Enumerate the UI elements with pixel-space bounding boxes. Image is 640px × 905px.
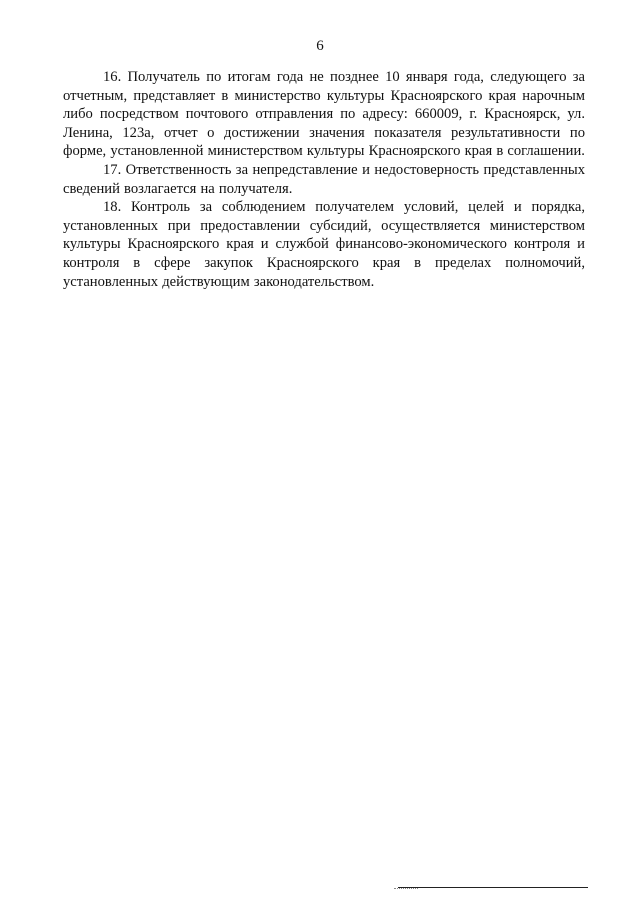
paragraph-16: 16. Получатель по итогам года не позднее 10 января года, следующего за отчетным, представляет в министерство культуры Красноярского края нарочным либо посредством почтового отправления по адресу: 660009, г. Красноярск, ул. Ленина, 123а, отчет о достижении значения показателя результативности по форме, установленной министерством культуры Красноярского края в соглашении. <box>63 69 585 160</box>
page-number: 6 <box>316 38 324 54</box>
footer-dotted-mark <box>394 888 418 889</box>
footer-rule-line <box>398 887 588 888</box>
paragraph-18: 18. Контроль за соблюдением получателем условий, целей и порядка, установленных при предоставлении субсидий, осуществляется министерством культуры Красноярского края и службой финансово-экономического контроля и контроля в сфере закупок Красноярского края в пределах полномочий, установленных действующим законодательством. <box>63 199 585 290</box>
paragraph-17: 17. Ответственность за непредставление и недостоверность представленных сведений возлагается на получателя. <box>63 161 585 197</box>
document-body <box>63 68 585 291</box>
